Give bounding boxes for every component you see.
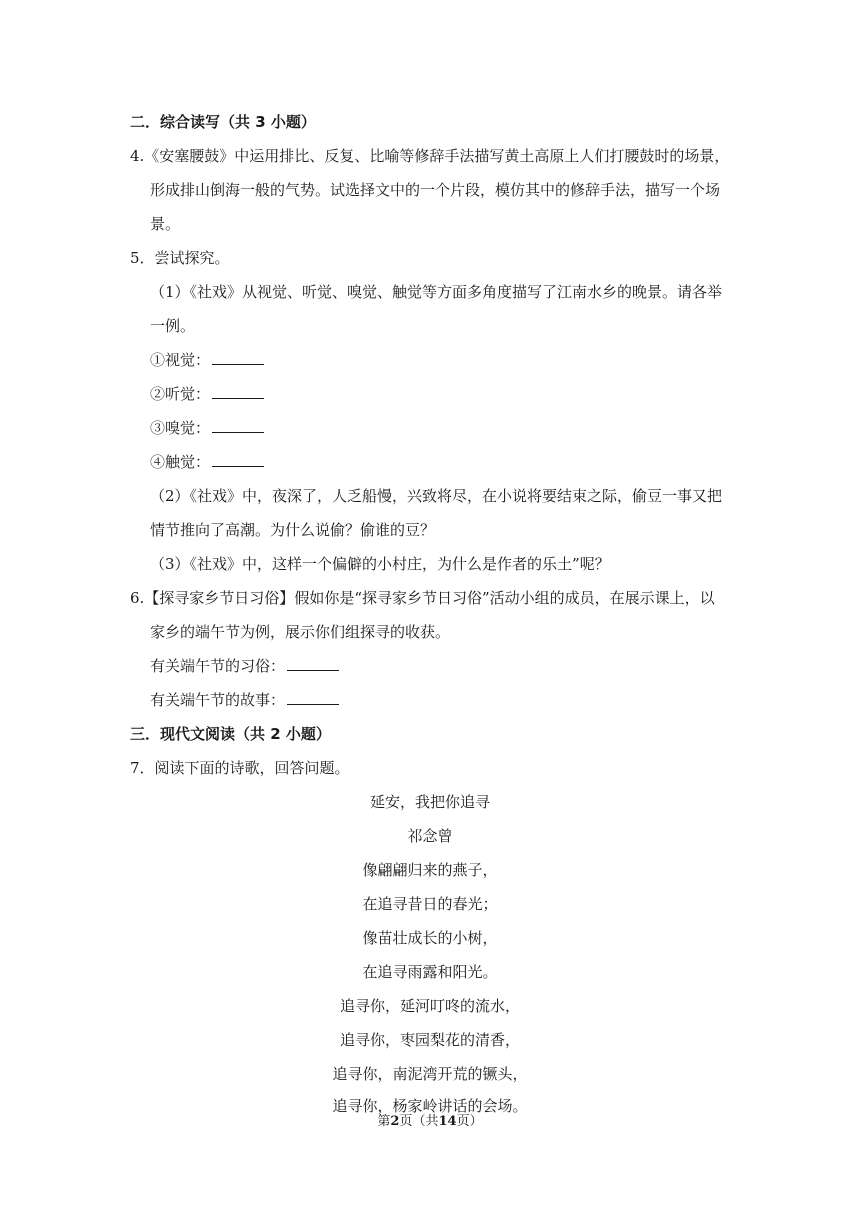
option-visual xyxy=(150,350,264,370)
poem-line: 追寻你，南泥湾开荒的镢头， xyxy=(332,1065,528,1083)
question-5-sub1-line-2: 一例。 xyxy=(150,317,196,335)
question-4-line-2: 形成排山倒海一般的气势。试选择文中的一个片段，模仿其中的修辞手法，描写一个场 xyxy=(150,181,721,199)
footer-mid: 页（共 xyxy=(399,1114,439,1129)
page-footer xyxy=(0,1112,860,1132)
question-7-stem: 7．阅读下面的诗歌，回答问题。 xyxy=(130,759,350,777)
option-tactile xyxy=(150,452,264,472)
option-visual-label: ①视觉： xyxy=(150,351,211,369)
option-olfactory-label: ③嗅觉： xyxy=(150,419,211,437)
poem-line: 像翩翩归来的燕子， xyxy=(362,861,498,879)
question-6-item-customs xyxy=(150,656,339,676)
poem-line: 像苗壮成长的小树， xyxy=(362,929,498,947)
poem-line: 在追寻雨露和阳光。 xyxy=(362,963,498,981)
item-stories-label: 有关端午节的故事： xyxy=(150,691,286,709)
answer-blank[interactable] xyxy=(212,350,264,365)
answer-blank[interactable] xyxy=(287,690,339,705)
question-4-line-3: 景。 xyxy=(150,215,181,233)
footer-suffix: 页） xyxy=(456,1114,483,1129)
item-customs-label: 有关端午节的习俗： xyxy=(150,657,286,675)
question-5-sub1-line-1: （1）《社戏》从视觉、听觉、嗅觉、触觉等方面多角度描写了江南水乡的晚景。请各举 xyxy=(150,283,723,301)
option-auditory-label: ②听觉： xyxy=(150,385,211,403)
poem-line: 追寻你，枣园梨花的清香， xyxy=(339,1031,520,1049)
question-5-stem: 5．尝试探究。 xyxy=(130,249,230,267)
question-6-line-2: 家乡的端午节为例，展示你们组探寻的收获。 xyxy=(150,623,451,641)
question-5-sub3: （3）《社戏》中，这样一个偏僻的小村庄，为什么是作者的乐土”呢？ xyxy=(150,555,610,573)
footer-total-pages: 14 xyxy=(438,1114,457,1129)
answer-blank[interactable] xyxy=(212,418,264,433)
section-title-2: 二．综合读写（共 3 小题） xyxy=(130,113,316,131)
poem-line: 追寻你，杨家岭讲话的会场。 xyxy=(332,1097,528,1115)
question-5-sub2-line-2: 情节推向了高潮。为什么说偷？偷谁的豆？ xyxy=(150,521,436,539)
poem-author: 祁念曾 xyxy=(407,827,453,845)
question-6-line-1: 6.【探寻家乡节日习俗】假如你是“探寻家乡节日习俗”活动小组的成员，在展示课上，以 xyxy=(130,589,715,607)
poem-line: 在追寻昔日的春光； xyxy=(362,895,498,913)
question-6-item-stories xyxy=(150,690,339,710)
option-olfactory xyxy=(150,418,264,438)
question-5-sub2-line-1: （2）《社戏》中，夜深了，人乏船慢，兴致将尽，在小说将要结束之际，偷豆一事又把 xyxy=(150,487,723,505)
answer-blank[interactable] xyxy=(212,452,264,467)
poem-line: 追寻你，延河叮咚的流水， xyxy=(339,997,520,1015)
option-auditory xyxy=(150,384,264,404)
answer-blank[interactable] xyxy=(287,656,339,671)
question-4-line-1: 4.《安塞腰鼓》中运用排比、反复、比喻等修辞手法描写黄土高原上人们打腰鼓时的场景， xyxy=(130,147,730,165)
footer-page-number: 2 xyxy=(390,1114,400,1129)
section-title-3: 三．现代文阅读（共 2 小题） xyxy=(130,725,331,743)
footer-prefix: 第 xyxy=(377,1114,391,1129)
answer-blank[interactable] xyxy=(212,384,264,399)
poem-title: 延安，我把你追寻 xyxy=(369,793,490,811)
option-tactile-label: ④触觉： xyxy=(150,453,211,471)
